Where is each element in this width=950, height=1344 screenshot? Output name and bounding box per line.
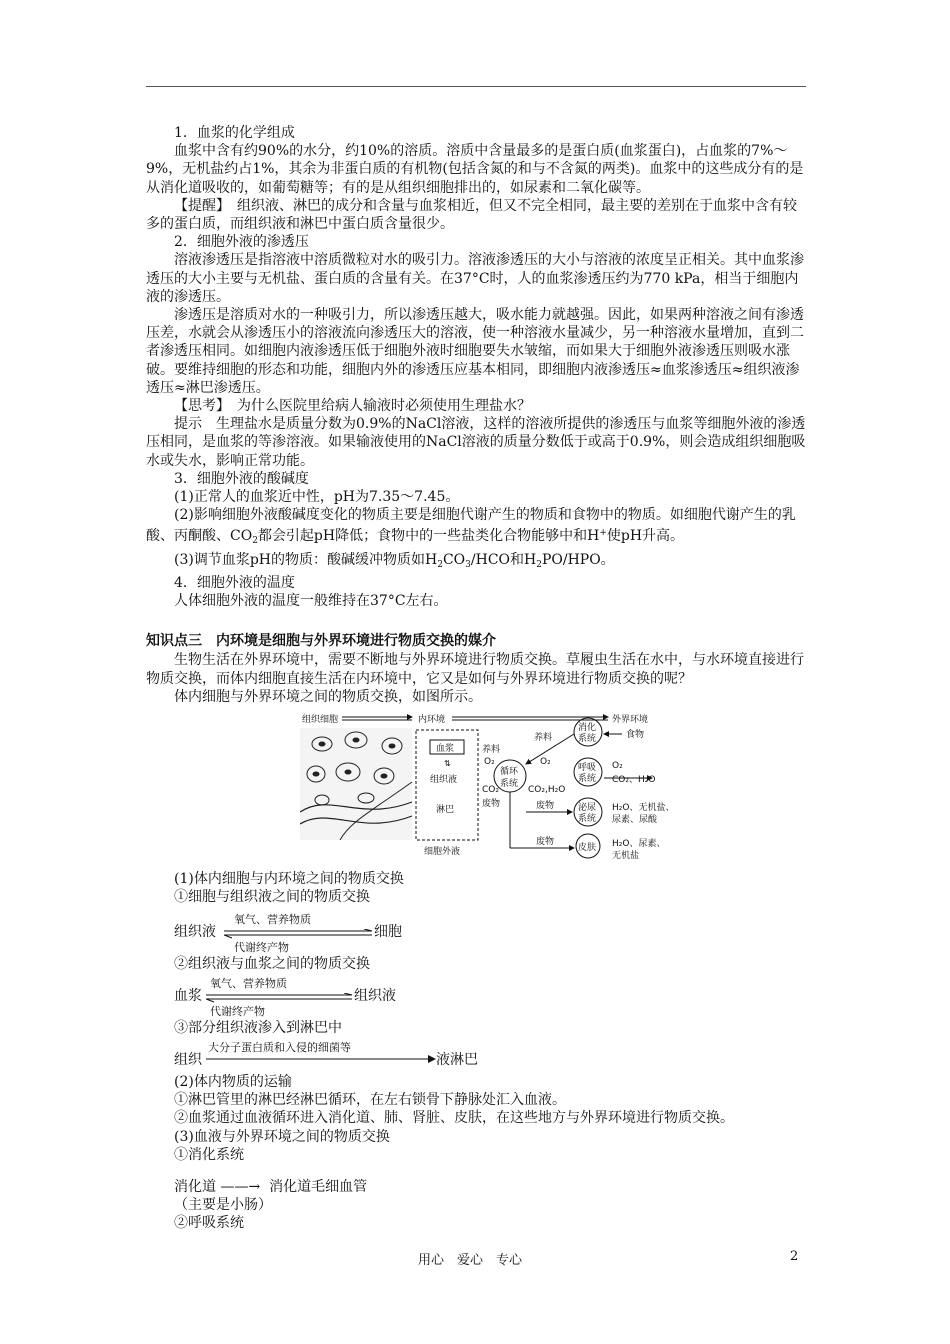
- label-plasma: 血浆: [436, 744, 455, 755]
- footer-motto: 用心 爱心 专心: [417, 1253, 522, 1268]
- page-number: 2: [790, 1249, 799, 1264]
- svg-text:CO₂: CO₂: [482, 785, 499, 796]
- exchange-equation-3: 大分子蛋白质和入侵的细菌等 组织 液淋巴: [174, 1040, 478, 1068]
- ph-point-2: (2)影响细胞外液酸碱度变化的物质主要是细胞代谢产生的物质和食物中的物质。如细胞代谢产生的乳酸、丙酮酸、$CO_2$都会引起pH降低；食物中的一些盐类化合物能够中和H+使pH升高。: [146, 507, 796, 547]
- svg-text:H₂O、无机盐、: H₂O、无机盐、: [612, 803, 675, 814]
- ph-point-3: (3)调节血浆pH的物质：酸碱缓冲物质如$H_2CO_3$/HCO和$H_2PO$/HPO。: [174, 551, 615, 570]
- paragraph: 人体细胞外液的温度一般维持在37°C左右。: [174, 593, 448, 610]
- svg-text:养料: 养料: [534, 733, 553, 744]
- svg-text:废物: 废物: [536, 837, 555, 848]
- think-question: 【思考】 为什么医院里给病人输液时必须使用生理盐水？: [174, 398, 531, 415]
- exchange-diagram: [300, 712, 720, 860]
- subheading: (3)血液与外界环境之间的物质交换: [174, 1128, 390, 1145]
- heading-temperature: 4．细胞外液的温度: [174, 574, 295, 591]
- subheading: ①细胞与组织液之间的物质交换: [174, 889, 370, 906]
- hint-answer: 提示 生理盐水是质量分数为0.9%的NaCl溶液，这样的溶液所提供的渗透压与血浆等细胞外液的渗透压相同，是血浆的等渗溶液。如果输液使用的NaCl溶液的质量分数低于或高于0.9%，则会造成组织细胞吸水或失水，影响正常功能。: [146, 416, 806, 469]
- label-tissue-fluid: 组织液: [430, 775, 458, 786]
- paragraph: 溶液渗透压是指溶液中溶质微粒对水的吸引力。溶液渗透压的大小与溶液的浓度呈正相关。其中血浆渗透压的大小主要与无机盐、蛋白质的含量有关。在37°C时，人的血浆渗透压约为770 kPa，相当于细胞内液的渗透压。: [146, 252, 804, 305]
- svg-text:O₂: O₂: [484, 757, 495, 768]
- svg-text:消化: 消化: [578, 723, 597, 734]
- svg-text:H₂O、尿素、: H₂O、尿素、: [612, 839, 666, 850]
- heading-osmotic-pressure: 2．细胞外液的渗透压: [174, 234, 309, 251]
- tip-note: 【提醒】 组织液、淋巴的成分和含量与血浆相近，但又不完全相同，最主要的差别在于血浆中含有较多的蛋白质，而组织液和淋巴中蛋白质含量很少。: [146, 197, 797, 233]
- heading-ph: 3．细胞外液的酸碱度: [174, 470, 309, 487]
- svg-text:养料: 养料: [482, 745, 501, 756]
- ph-point-1: (1)正常人的血浆近中性，pH为7.35～7.45。: [174, 489, 460, 506]
- subheading: (2)体内物质的运输: [174, 1073, 292, 1090]
- svg-text:CO₂、H₂O: CO₂、H₂O: [612, 775, 656, 786]
- document-body: [146, 124, 810, 1233]
- paragraph: 生物生活在外界环境中，需要不断地与外界环境进行物质交换。草履虫生活在水中，与水环境直接进行物质交换，而体内细胞直接生活在内环境中，它又是如何与外界环境进行物质交换的呢？: [146, 652, 804, 687]
- svg-text:系统: 系统: [578, 774, 597, 785]
- heading-plasma-composition: 1．血浆的化学组成: [174, 125, 295, 141]
- svg-text:尿素、尿酸: 尿素、尿酸: [612, 815, 658, 826]
- subheading: (1)体内细胞与内环境之间的物质交换: [174, 871, 404, 888]
- list-item: ①淋巴管里的淋巴经淋巴循环，在左右锁骨下静脉处汇入血液。: [174, 1092, 566, 1109]
- svg-text:系统: 系统: [500, 779, 519, 790]
- svg-text:系统: 系统: [578, 734, 597, 745]
- svg-text:废物: 废物: [482, 799, 501, 810]
- list-item: ①消化系统: [174, 1146, 244, 1163]
- label-external-env: 外界环境: [612, 715, 649, 726]
- svg-text:系统: 系统: [578, 814, 597, 825]
- svg-text:循环: 循环: [500, 767, 519, 778]
- svg-text:食物: 食物: [626, 730, 645, 741]
- label-ecf: 细胞外液: [424, 847, 461, 858]
- list-item: ②呼吸系统: [174, 1215, 244, 1232]
- paragraph: 体内细胞与外界环境之间的物质交换，如图所示。: [174, 688, 482, 705]
- digestive-flow: 消化道 ——→ 消化道毛细血管: [174, 1178, 368, 1195]
- exchange-equation-1: 氧气、营养物质 组织液 细胞 代谢终产物: [174, 912, 402, 954]
- svg-text:废物: 废物: [536, 801, 555, 812]
- exchange-equation-2: 氧气、营养物质 血浆 组织液 代谢终产物: [174, 976, 396, 1018]
- svg-text:泌尿: 泌尿: [578, 803, 597, 814]
- svg-text:O₂: O₂: [612, 761, 623, 772]
- subheading: ②组织液与血浆之间的物质交换: [174, 955, 370, 972]
- svg-text:呼吸: 呼吸: [578, 763, 597, 774]
- tissue-illustration: [300, 728, 412, 840]
- subheading: ③部分组织液渗入到淋巴中: [174, 1019, 342, 1036]
- svg-text:⇅: ⇅: [444, 759, 451, 769]
- svg-text:皮肤: 皮肤: [578, 843, 597, 854]
- label-internal-env: 内环境: [418, 715, 446, 726]
- svg-text:CO₂,H₂O: CO₂,H₂O: [528, 785, 566, 796]
- digestive-note: （主要是小肠）: [174, 1197, 272, 1214]
- list-item: ②血浆通过血液循环进入消化道、肺、肾脏、皮肤，在这些地方与外界环境进行物质交换。: [174, 1110, 734, 1127]
- label-tissue-cells: 组织细胞: [302, 715, 339, 726]
- paragraph: 血浆中含有约90%的水分，约10%的溶质。溶质中含量最多的是蛋白质(血浆蛋白)，占血浆的7%～9%，无机盐约占1%，其余为非蛋白质的有机物(包括含氮的和与不含氮的两类)。血浆中的这些成分有的是从消化道吸收的，如葡萄糖等；有的是从组织细胞排出的，如尿素和二氧化碳等。: [146, 143, 804, 196]
- section-title: 知识点三 内环境是细胞与外界环境进行物质交换的媒介: [146, 633, 496, 650]
- header-rule: [146, 86, 806, 87]
- paragraph: 渗透压是溶质对水的一种吸引力，所以渗透压越大，吸水能力就越强。因此，如果两种溶液之间有渗透压差，水就会从渗透压小的溶液流向渗透压大的溶液，使一种溶液水量减少，另一种溶液水量增加，直到二者渗透压相同。如细胞内液渗透压低于细胞外液时细胞要失水皱缩，而如果大于细胞外液渗透压则吸水涨破。要维持细胞的形态和功能，细胞内外的渗透压应基本相同，即细胞内液渗透压≈血浆渗透压≈组织液渗透压≈淋巴渗透压。: [146, 307, 804, 396]
- label-lymph: 淋巴: [436, 805, 455, 816]
- svg-text:O₂: O₂: [540, 757, 551, 768]
- svg-text:无机盐: 无机盐: [612, 851, 640, 861]
